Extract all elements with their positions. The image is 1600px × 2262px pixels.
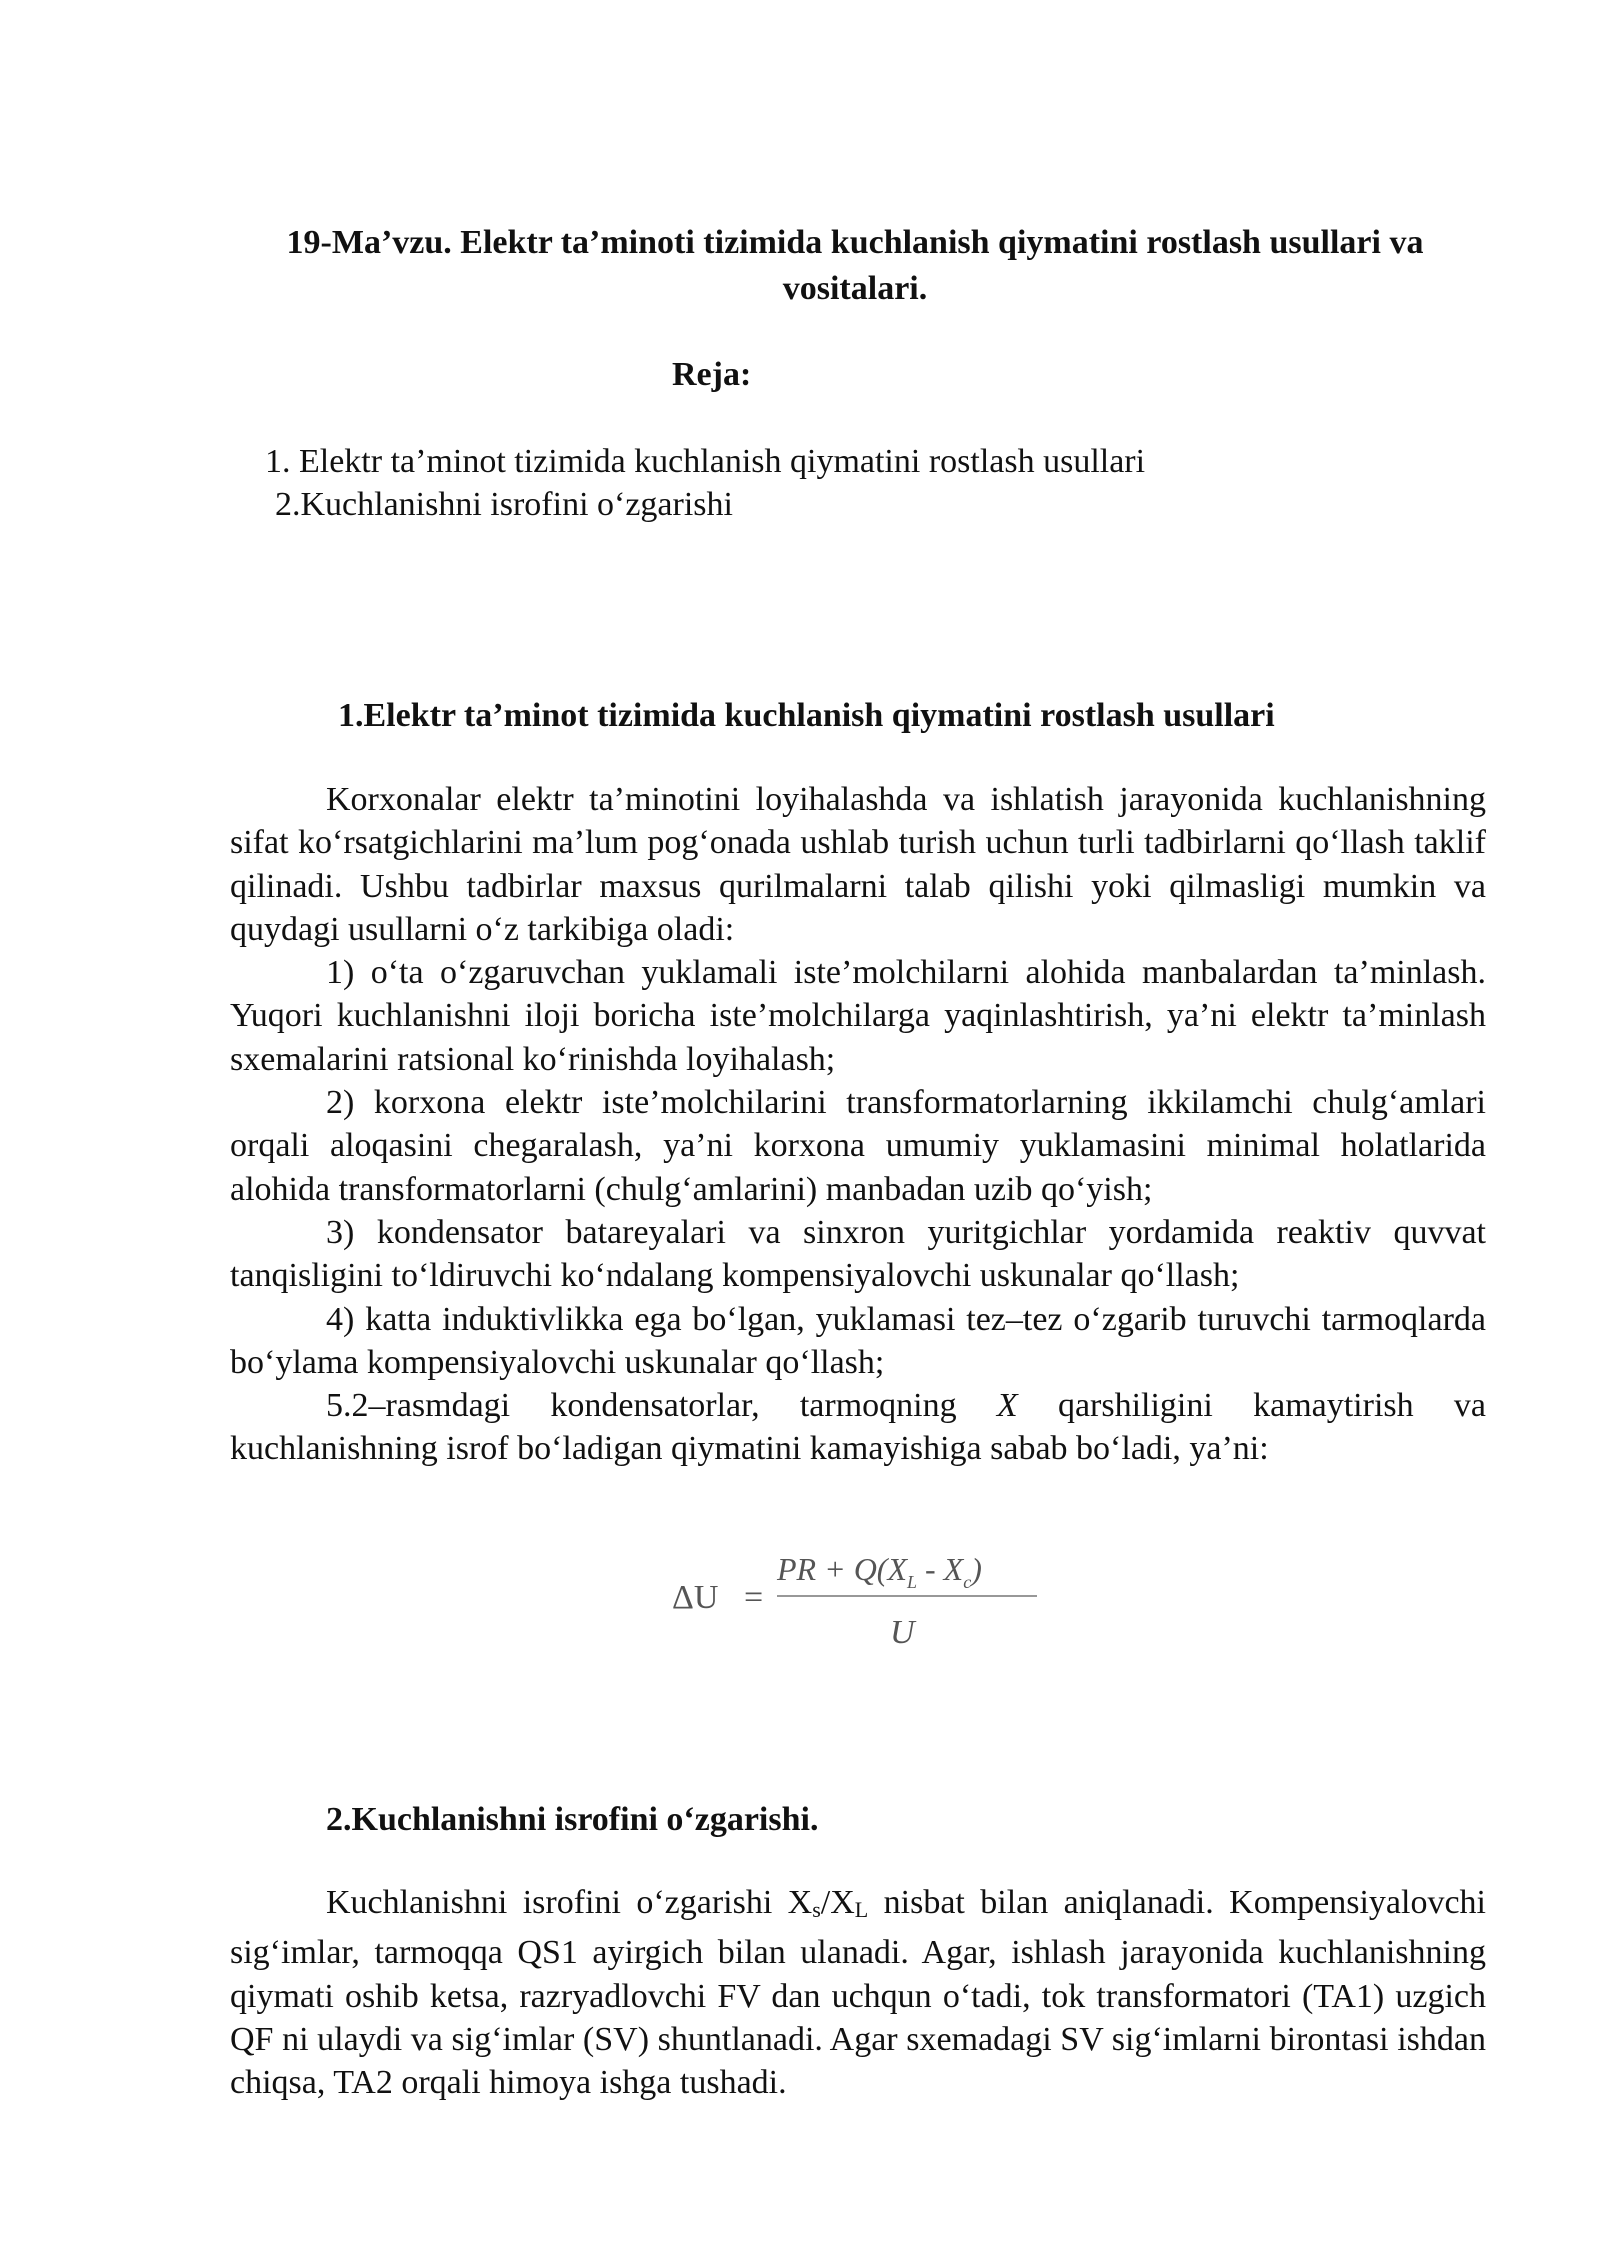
paragraph-text: 5.2–rasmdagi kondensatorlar, tarmoqning: [326, 1387, 997, 1425]
formula-equals: =: [744, 1579, 764, 1616]
section-2-body: [230, 1881, 1486, 2104]
paragraph: 3) kondensator batareyalari va sinxron yuritgichlar yordamida reaktiv quvvat tanqisligini to‘ldiruvchi ko‘ndalang kompensiyalovchi uskunalar qo‘llash;: [230, 1213, 1486, 1295]
paragraph: 1) o‘ta o‘zgaruvchan yuklamali iste’molchilarni alohida manbalardan ta’minlash. Yuqori kuchlanishni iloji boricha iste’molchilarga yaqinlashtirish, ya’ni elektr ta’minlash sxemalarini ratsional ko‘rinishda loyihalash;: [230, 954, 1486, 1078]
formula-denominator: U: [890, 1614, 915, 1651]
paragraph-text: nisbat bilan aniqlanadi. Kompensiyalovchi sig‘imlar, tarmoqqa QS1 ayirgich bilan ulanadi. Agar, ishlash jarayonida kuchlanishning qiymati oshib ketsa, razryadlovchi FV dan uchqun o‘tadi, tok transformatori (TA1) uzgich QF ni ulaydi va sig‘imlar (SV) shuntlanadi. Agar sxemadagi SV sig‘imlarni birontasi ishdan chiqsa, TA2 orqali himoya ishga tushadi.: [230, 1884, 1487, 2102]
paragraph: 2) korxona elektr iste’molchilarini transformatorlarning ikkilamchi chulg‘amlari orqali aloqasini chegaralash, ya’ni korxona umumiy yuklamasini minimal holatlarida alohida transformatorlarni (chulg‘amlarini) manbadan uzib qo‘yish;: [230, 1084, 1486, 1208]
variable-x: X: [996, 1387, 1018, 1425]
paragraph: 4) katta induktivlikka ega bo‘lgan, yuklamasi tez–tez o‘zgarib turuvchi tarmoqlarda bo‘ylama kompensiyalovchi uskunalar qo‘llash;: [230, 1300, 1486, 1381]
page-title: 19-Ma’vzu. Elektr ta’minoti tizimida kuchlanish qiymatini rostlash usullari va vositalari.: [286, 224, 1424, 307]
paragraph: [230, 1384, 1486, 1471]
formula-numerator: PR + $Q(X_L - X_c)$: [777, 1551, 982, 1592]
voltage-loss-formula: [672, 1543, 1052, 1653]
paragraph-text: /X: [820, 1884, 855, 1921]
plan-item: 1. Elektr ta’minot tizimida kuchlanish qiymatini rostlash usullari: [265, 443, 1146, 480]
section-1-body: [230, 778, 1486, 1471]
plan-item: 2.Kuchlanishni isrofini o‘zgarishi: [275, 486, 733, 523]
section-heading-2: 2.Kuchlanishni isrofini o‘zgarishi.: [326, 1801, 819, 1838]
formula-lhs: ΔU: [672, 1579, 719, 1616]
paragraph-text: qarshiligini kamaytirish va kuchlanishning isrof bo‘ladigan qiymatini kamayishiga sabab bo‘ladi, ya’ni:: [230, 1387, 1486, 1468]
subscript-s: s: [812, 1897, 821, 1922]
paragraph: Korxonalar elektr ta’minotini loyihalashda va ishlatish jarayonida kuchlanishning sifat ko‘rsatgichlarini ma’lum pog‘onada ushlab turish uchun turli tadbirlarni qo‘llash taklif qilinadi. Ushbu tadbirlar maxsus qurilmalarni talab qilishi yoki qilmasligi mumkin va quydagi usullarni o‘z tarkibiga oladi:: [230, 781, 1486, 948]
plan-heading: Reja:: [672, 356, 752, 393]
plan-list: [265, 440, 1145, 526]
subscript-l: L: [854, 1897, 869, 1922]
paragraph-text: Kuchlanishni isrofini o‘zgarishi X: [326, 1884, 813, 1921]
paragraph: [230, 1881, 1486, 2104]
section-heading-1: 1.Elektr ta’minot tizimida kuchlanish qiymatini rostlash usullari: [338, 697, 1275, 734]
